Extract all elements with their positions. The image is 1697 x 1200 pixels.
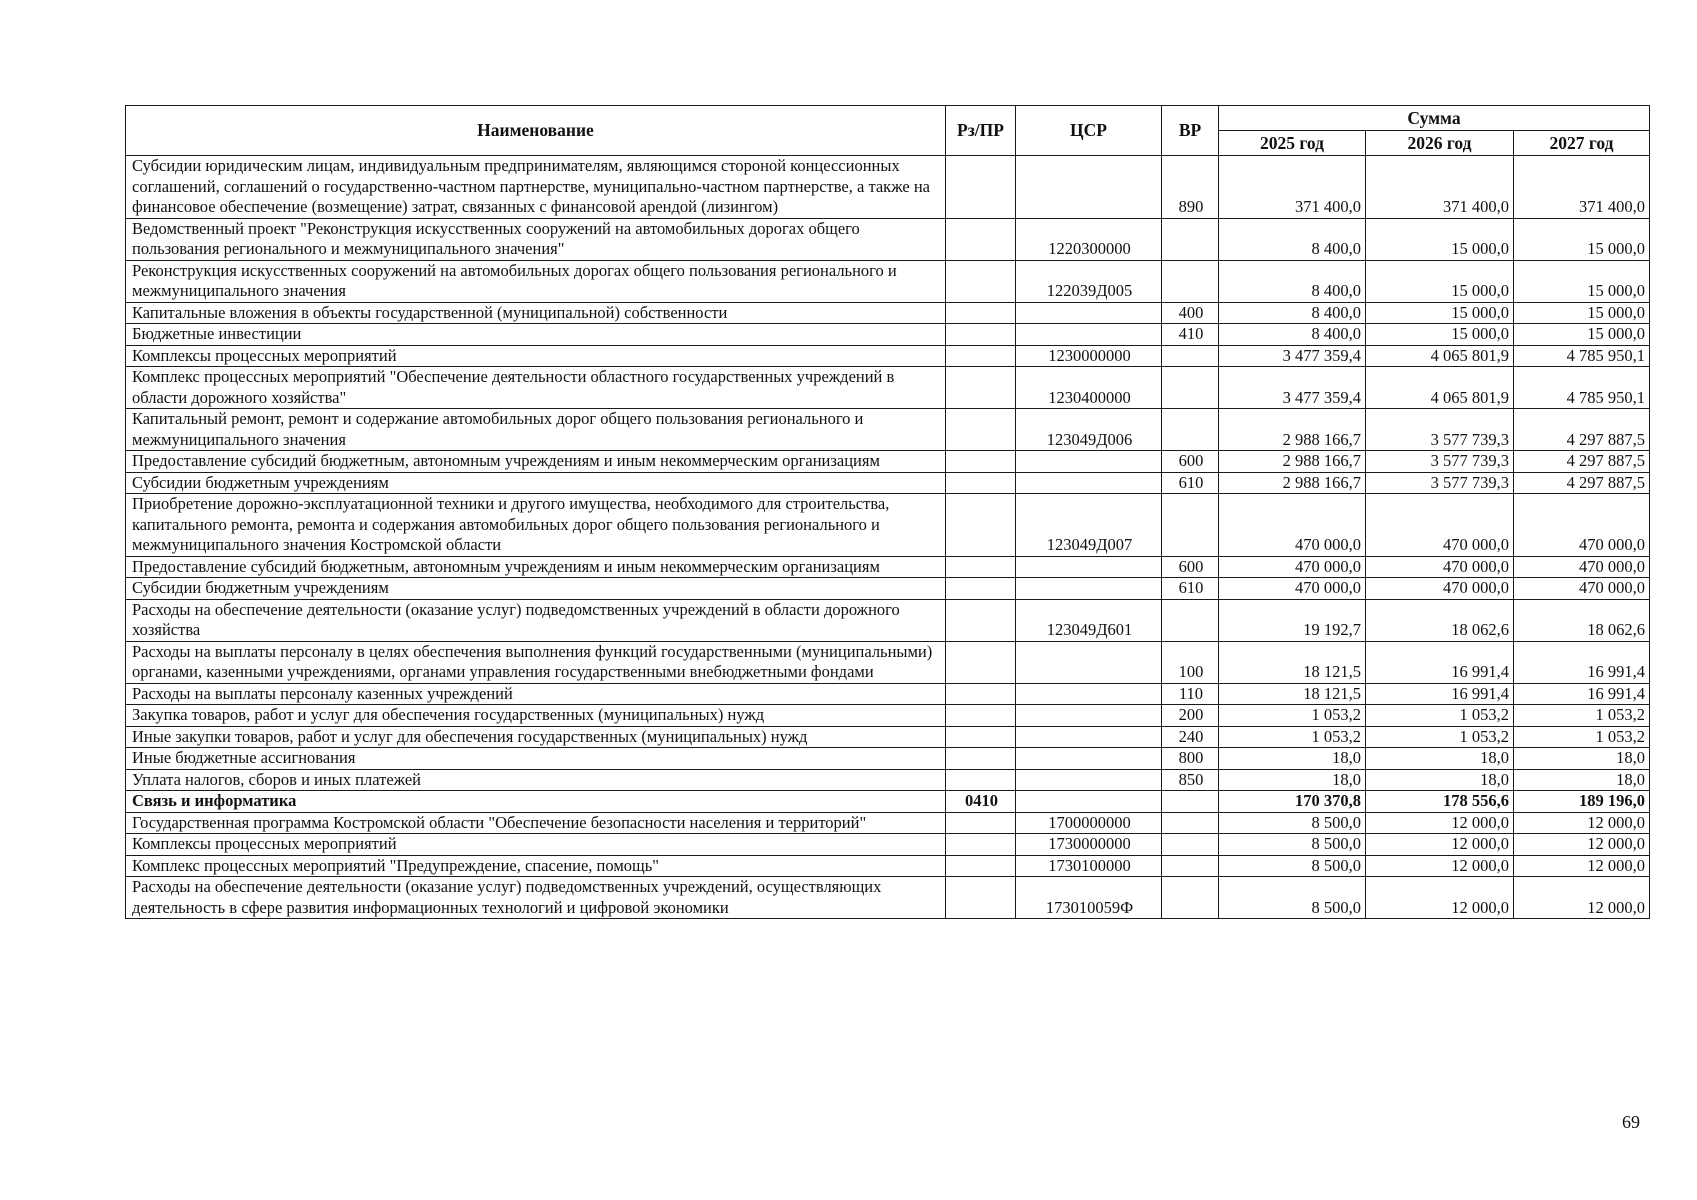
row-name: Уплата налогов, сборов и иных платежей	[126, 769, 946, 791]
table-row	[126, 578, 1650, 600]
row-amount-2027: 1 053,2	[1514, 726, 1650, 748]
table-row	[126, 599, 1650, 641]
header-sum: Сумма	[1219, 106, 1650, 131]
header-name: Наименование	[126, 106, 946, 156]
page-number: 69	[1622, 1112, 1640, 1132]
table-row	[126, 409, 1650, 451]
row-amount-2025: 170 370,8	[1219, 791, 1366, 813]
table-row	[126, 877, 1650, 919]
row-csr: 122039Д005	[1016, 260, 1162, 302]
row-amount-2026: 12 000,0	[1366, 812, 1514, 834]
row-amount-2025: 8 500,0	[1219, 834, 1366, 856]
row-csr: 1730100000	[1016, 855, 1162, 877]
row-rz	[946, 409, 1016, 451]
row-amount-2026: 15 000,0	[1366, 260, 1514, 302]
row-amount-2026: 18 062,6	[1366, 599, 1514, 641]
row-name: Закупка товаров, работ и услуг для обеспечения государственных (муниципальных) нужд	[126, 705, 946, 727]
row-amount-2026: 470 000,0	[1366, 494, 1514, 557]
row-rz	[946, 218, 1016, 260]
row-rz	[946, 877, 1016, 919]
header-csr: ЦСР	[1016, 106, 1162, 156]
row-amount-2025: 1 053,2	[1219, 726, 1366, 748]
row-csr	[1016, 748, 1162, 770]
row-name: Расходы на обеспечение деятельности (оказание услуг) подведомственных учреждений в области дорожного хозяйства	[126, 599, 946, 641]
table-row	[126, 641, 1650, 683]
table-row	[126, 156, 1650, 219]
row-rz	[946, 726, 1016, 748]
table-row	[126, 324, 1650, 346]
row-rz	[946, 302, 1016, 324]
row-csr	[1016, 726, 1162, 748]
row-rz: 0410	[946, 791, 1016, 813]
row-csr: 173010059Ф	[1016, 877, 1162, 919]
row-rz	[946, 705, 1016, 727]
row-amount-2027: 12 000,0	[1514, 812, 1650, 834]
row-csr	[1016, 791, 1162, 813]
row-vr: 610	[1162, 472, 1219, 494]
table-row	[126, 812, 1650, 834]
table-row	[126, 855, 1650, 877]
row-amount-2025: 18 121,5	[1219, 683, 1366, 705]
row-rz	[946, 748, 1016, 770]
row-amount-2026: 12 000,0	[1366, 834, 1514, 856]
row-amount-2026: 3 577 739,3	[1366, 409, 1514, 451]
row-name: Комплексы процессных мероприятий	[126, 834, 946, 856]
row-vr	[1162, 877, 1219, 919]
row-csr	[1016, 769, 1162, 791]
row-amount-2027: 371 400,0	[1514, 156, 1650, 219]
row-vr: 240	[1162, 726, 1219, 748]
row-name: Иные бюджетные ассигнования	[126, 748, 946, 770]
table-row	[126, 748, 1650, 770]
header-year-2025: 2025 год	[1219, 131, 1366, 156]
row-vr: 410	[1162, 324, 1219, 346]
table-header	[126, 106, 1650, 156]
row-rz	[946, 494, 1016, 557]
row-amount-2025: 2 988 166,7	[1219, 451, 1366, 473]
row-rz	[946, 260, 1016, 302]
row-amount-2025: 8 400,0	[1219, 218, 1366, 260]
row-vr: 850	[1162, 769, 1219, 791]
row-csr	[1016, 641, 1162, 683]
row-amount-2026: 4 065 801,9	[1366, 367, 1514, 409]
row-amount-2026: 16 991,4	[1366, 683, 1514, 705]
row-amount-2026: 3 577 739,3	[1366, 451, 1514, 473]
row-csr: 123049Д006	[1016, 409, 1162, 451]
row-amount-2025: 8 400,0	[1219, 302, 1366, 324]
table-row	[126, 705, 1650, 727]
row-vr	[1162, 260, 1219, 302]
row-amount-2025: 2 988 166,7	[1219, 409, 1366, 451]
row-csr	[1016, 578, 1162, 600]
row-amount-2027: 12 000,0	[1514, 855, 1650, 877]
row-name: Предоставление субсидий бюджетным, автономным учреждениям и иным некоммерческим организациям	[126, 451, 946, 473]
row-amount-2027: 4 785 950,1	[1514, 345, 1650, 367]
row-name: Комплекс процессных мероприятий "Обеспечение деятельности областного государственных учреждений в области дорожного хозяйства"	[126, 367, 946, 409]
row-amount-2025: 1 053,2	[1219, 705, 1366, 727]
row-vr: 400	[1162, 302, 1219, 324]
row-amount-2027: 18,0	[1514, 748, 1650, 770]
row-amount-2025: 8 500,0	[1219, 812, 1366, 834]
row-amount-2027: 470 000,0	[1514, 578, 1650, 600]
row-amount-2027: 18 062,6	[1514, 599, 1650, 641]
row-name: Комплексы процессных мероприятий	[126, 345, 946, 367]
table-row	[126, 791, 1650, 813]
row-amount-2025: 8 400,0	[1219, 324, 1366, 346]
table-row	[126, 494, 1650, 557]
row-vr: 110	[1162, 683, 1219, 705]
row-name: Связь и информатика	[126, 791, 946, 813]
row-vr	[1162, 367, 1219, 409]
row-rz	[946, 367, 1016, 409]
row-amount-2026: 371 400,0	[1366, 156, 1514, 219]
row-name: Капитальный ремонт, ремонт и содержание автомобильных дорог общего пользования регионального и межмуниципального значения	[126, 409, 946, 451]
row-csr	[1016, 302, 1162, 324]
row-csr	[1016, 683, 1162, 705]
row-rz	[946, 578, 1016, 600]
row-name: Комплекс процессных мероприятий "Предупреждение, спасение, помощь"	[126, 855, 946, 877]
row-amount-2026: 470 000,0	[1366, 578, 1514, 600]
row-amount-2027: 470 000,0	[1514, 556, 1650, 578]
table-row	[126, 683, 1650, 705]
row-amount-2025: 18,0	[1219, 769, 1366, 791]
row-vr	[1162, 218, 1219, 260]
row-amount-2025: 8 500,0	[1219, 855, 1366, 877]
row-csr	[1016, 451, 1162, 473]
row-name: Капитальные вложения в объекты государственной (муниципальной) собственности	[126, 302, 946, 324]
row-vr	[1162, 834, 1219, 856]
row-vr: 100	[1162, 641, 1219, 683]
table-row	[126, 260, 1650, 302]
row-amount-2025: 371 400,0	[1219, 156, 1366, 219]
row-amount-2025: 2 988 166,7	[1219, 472, 1366, 494]
row-csr: 1230000000	[1016, 345, 1162, 367]
table-row	[126, 769, 1650, 791]
row-csr: 1730000000	[1016, 834, 1162, 856]
table-body	[126, 156, 1650, 919]
row-name: Расходы на выплаты персоналу в целях обеспечения выполнения функций государственными (муниципальными) органами, казенными учреждениями, органами управления государственными внебюджетными фондами	[126, 641, 946, 683]
row-amount-2025: 8 500,0	[1219, 877, 1366, 919]
row-amount-2025: 3 477 359,4	[1219, 345, 1366, 367]
row-csr	[1016, 556, 1162, 578]
row-amount-2025: 19 192,7	[1219, 599, 1366, 641]
row-amount-2027: 4 297 887,5	[1514, 451, 1650, 473]
row-vr	[1162, 494, 1219, 557]
row-amount-2026: 3 577 739,3	[1366, 472, 1514, 494]
row-rz	[946, 855, 1016, 877]
row-vr: 800	[1162, 748, 1219, 770]
row-amount-2026: 15 000,0	[1366, 218, 1514, 260]
row-name: Иные закупки товаров, работ и услуг для обеспечения государственных (муниципальных) нужд	[126, 726, 946, 748]
row-csr	[1016, 324, 1162, 346]
header-year-2026: 2026 год	[1366, 131, 1514, 156]
table-row	[126, 367, 1650, 409]
table-row	[126, 556, 1650, 578]
row-amount-2027: 470 000,0	[1514, 494, 1650, 557]
row-vr: 200	[1162, 705, 1219, 727]
row-csr: 123049Д007	[1016, 494, 1162, 557]
row-amount-2027: 12 000,0	[1514, 834, 1650, 856]
row-rz	[946, 556, 1016, 578]
row-csr: 1230400000	[1016, 367, 1162, 409]
row-name: Реконструкция искусственных сооружений на автомобильных дорогах общего пользования регионального и межмуниципального значения	[126, 260, 946, 302]
table-row	[126, 302, 1650, 324]
row-amount-2025: 3 477 359,4	[1219, 367, 1366, 409]
row-rz	[946, 472, 1016, 494]
row-amount-2026: 18,0	[1366, 748, 1514, 770]
row-csr: 1700000000	[1016, 812, 1162, 834]
row-amount-2027: 4 297 887,5	[1514, 472, 1650, 494]
row-amount-2025: 470 000,0	[1219, 578, 1366, 600]
budget-table	[125, 105, 1650, 919]
row-rz	[946, 812, 1016, 834]
row-name: Ведомственный проект "Реконструкция искусственных сооружений на автомобильных дорогах общего пользования регионального и межмуниципального значения"	[126, 218, 946, 260]
row-amount-2027: 189 196,0	[1514, 791, 1650, 813]
row-amount-2027: 12 000,0	[1514, 877, 1650, 919]
table-row	[126, 345, 1650, 367]
row-vr: 600	[1162, 451, 1219, 473]
row-rz	[946, 599, 1016, 641]
row-amount-2027: 16 991,4	[1514, 641, 1650, 683]
row-amount-2025: 8 400,0	[1219, 260, 1366, 302]
row-vr	[1162, 345, 1219, 367]
row-amount-2026: 12 000,0	[1366, 877, 1514, 919]
table-row	[126, 726, 1650, 748]
row-amount-2026: 15 000,0	[1366, 324, 1514, 346]
row-rz	[946, 156, 1016, 219]
row-vr	[1162, 599, 1219, 641]
row-amount-2027: 4 297 887,5	[1514, 409, 1650, 451]
row-amount-2025: 18,0	[1219, 748, 1366, 770]
header-vr: ВР	[1162, 106, 1219, 156]
table-row	[126, 451, 1650, 473]
row-amount-2027: 16 991,4	[1514, 683, 1650, 705]
row-csr: 1220300000	[1016, 218, 1162, 260]
row-rz	[946, 683, 1016, 705]
row-vr	[1162, 791, 1219, 813]
row-name: Приобретение дорожно-эксплуатационной техники и другого имущества, необходимого для строительства, капитального ремонта, ремонта и содержания автомобильных дорог общего пользования регионального и межмуниципального значения Костромской области	[126, 494, 946, 557]
row-amount-2027: 18,0	[1514, 769, 1650, 791]
row-rz	[946, 345, 1016, 367]
row-amount-2027: 15 000,0	[1514, 324, 1650, 346]
row-amount-2025: 470 000,0	[1219, 556, 1366, 578]
row-vr	[1162, 812, 1219, 834]
row-amount-2026: 178 556,6	[1366, 791, 1514, 813]
row-amount-2027: 4 785 950,1	[1514, 367, 1650, 409]
row-csr	[1016, 156, 1162, 219]
row-vr: 890	[1162, 156, 1219, 219]
row-amount-2027: 15 000,0	[1514, 260, 1650, 302]
row-name: Субсидии бюджетным учреждениям	[126, 472, 946, 494]
row-name: Бюджетные инвестиции	[126, 324, 946, 346]
row-vr	[1162, 409, 1219, 451]
header-year-2027: 2027 год	[1514, 131, 1650, 156]
row-vr: 610	[1162, 578, 1219, 600]
row-amount-2027: 15 000,0	[1514, 218, 1650, 260]
row-amount-2025: 470 000,0	[1219, 494, 1366, 557]
row-name: Государственная программа Костромской области "Обеспечение безопасности населения и территорий"	[126, 812, 946, 834]
row-rz	[946, 641, 1016, 683]
row-name: Субсидии юридическим лицам, индивидуальным предпринимателям, являющимся стороной концессионных соглашений, соглашений о государственно-частном партнерстве, муниципально-частном партнерстве, а также на финансовое обеспечение (возмещение) затрат, связанных с финансовой арендой (лизингом)	[126, 156, 946, 219]
table-row	[126, 472, 1650, 494]
row-csr	[1016, 705, 1162, 727]
row-amount-2026: 15 000,0	[1366, 302, 1514, 324]
row-rz	[946, 769, 1016, 791]
row-vr: 600	[1162, 556, 1219, 578]
row-rz	[946, 324, 1016, 346]
row-rz	[946, 834, 1016, 856]
row-rz	[946, 451, 1016, 473]
row-amount-2026: 16 991,4	[1366, 641, 1514, 683]
row-amount-2026: 18,0	[1366, 769, 1514, 791]
row-name: Расходы на выплаты персоналу казенных учреждений	[126, 683, 946, 705]
row-csr: 123049Д601	[1016, 599, 1162, 641]
row-csr	[1016, 472, 1162, 494]
row-amount-2027: 1 053,2	[1514, 705, 1650, 727]
row-vr	[1162, 855, 1219, 877]
header-rz: Рз/ПР	[946, 106, 1016, 156]
row-name: Субсидии бюджетным учреждениям	[126, 578, 946, 600]
table-row	[126, 834, 1650, 856]
row-amount-2026: 470 000,0	[1366, 556, 1514, 578]
row-amount-2026: 12 000,0	[1366, 855, 1514, 877]
table-row	[126, 218, 1650, 260]
row-amount-2027: 15 000,0	[1514, 302, 1650, 324]
row-name: Расходы на обеспечение деятельности (оказание услуг) подведомственных учреждений, осуществляющих деятельность в сфере развития информационных технологий и цифровой экономики	[126, 877, 946, 919]
row-name: Предоставление субсидий бюджетным, автономным учреждениям и иным некоммерческим организациям	[126, 556, 946, 578]
row-amount-2026: 4 065 801,9	[1366, 345, 1514, 367]
row-amount-2026: 1 053,2	[1366, 705, 1514, 727]
row-amount-2026: 1 053,2	[1366, 726, 1514, 748]
row-amount-2025: 18 121,5	[1219, 641, 1366, 683]
